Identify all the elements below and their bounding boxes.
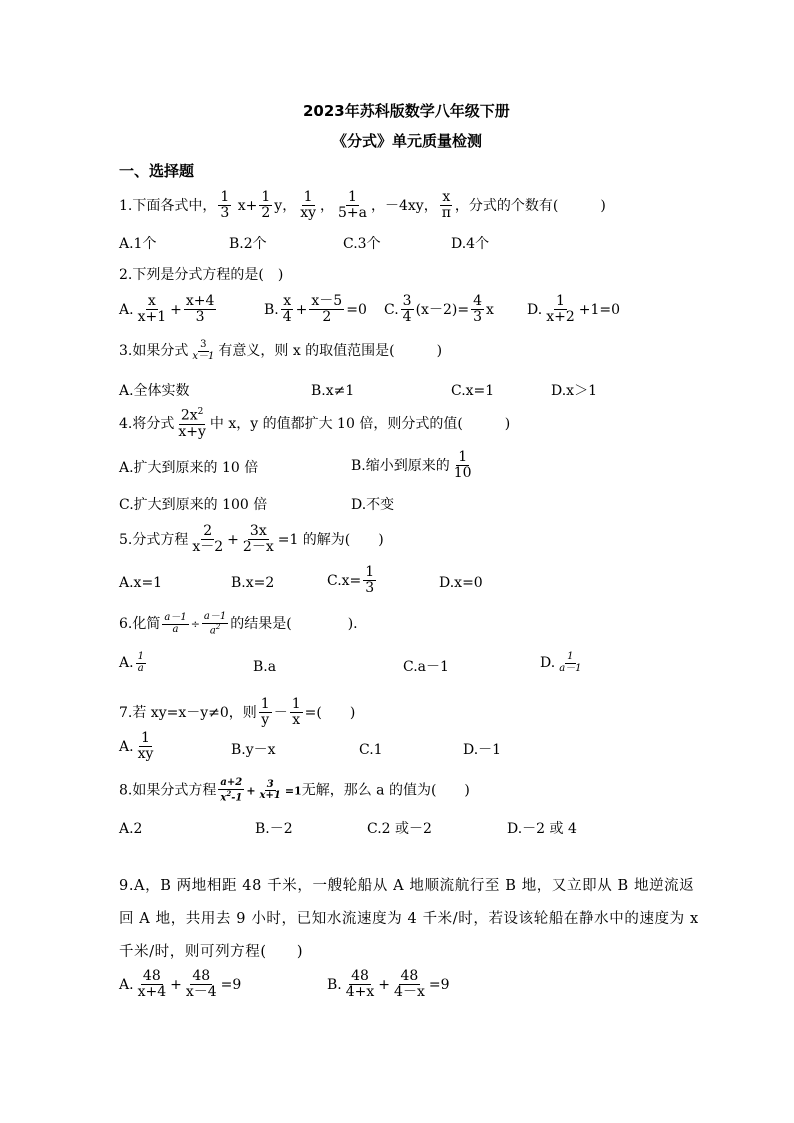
q4-suffix: 中 x，y 的值都扩大 10 倍，则分式的值( ) <box>209 416 511 433</box>
q8-prefix: 8.如果分式方程 <box>119 782 217 799</box>
q5-option-d: D.x=0 <box>439 575 483 591</box>
q9-a-label: A. <box>119 976 134 993</box>
q9-a-frac-2-num: 48 <box>192 968 211 984</box>
q9-b-frac-1-den: 4+x <box>345 984 375 1001</box>
q7-a-label: A. <box>119 738 134 755</box>
question-3 <box>119 340 442 362</box>
q4-option-b <box>351 450 476 482</box>
q3-option-b: B.x≠1 <box>311 383 355 399</box>
q2-a-frac-1-num: x <box>147 293 156 309</box>
q9-b-tail: =9 <box>428 976 450 993</box>
q9-b-frac-2-num: 48 <box>400 968 419 984</box>
q1-frac-4 <box>336 190 369 222</box>
q1-suffix: ，分式的个数有( ) <box>454 197 606 214</box>
q1-frac-5 <box>440 190 453 222</box>
q1-option-a: A.1个 <box>119 236 157 252</box>
document-subtitle: 《分式》单元质量检测 <box>332 132 483 150</box>
q6-a-frac <box>136 652 146 674</box>
q7-option-d: D.－1 <box>463 742 502 758</box>
q4-b-frac <box>452 450 474 482</box>
q2-b-tail: =0 <box>346 301 367 318</box>
q8-frac-2-den: x+1 <box>259 790 281 802</box>
q9-option-a <box>119 969 241 1001</box>
q1-option-d: D.4个 <box>451 236 490 252</box>
q4-option-c: C.扩大到原来的 100 倍 <box>119 497 268 513</box>
q3-prefix: 3.如果分式 <box>119 343 189 359</box>
q4-option-d: D.不变 <box>351 497 395 513</box>
q9-a-frac-1-num: 48 <box>142 968 161 984</box>
q5-option-a: A.x=1 <box>119 575 163 591</box>
q5-c-frac-den: 3 <box>365 580 375 597</box>
q9-b-frac-2 <box>392 969 427 1001</box>
q5-option-b: B.x=2 <box>231 575 275 591</box>
q1-text-2: y， <box>274 197 297 214</box>
q2-c-frac-1 <box>401 294 414 326</box>
q7-a-frac-num: 1 <box>141 730 150 746</box>
q2-b-frac-1 <box>281 294 294 326</box>
q6-frac-2 <box>202 612 228 636</box>
section-heading: 一、选择题 <box>119 162 195 180</box>
q6-d-frac-num: 1 <box>567 651 574 662</box>
q8-option-d: D.－2 或 4 <box>507 821 577 837</box>
q2-b-frac-2-num: x－5 <box>311 293 343 309</box>
q2-a-frac-1-den: x+1 <box>137 309 167 326</box>
q7-frac-2-den: x <box>292 712 301 729</box>
q4-frac <box>176 408 208 440</box>
q9-b-frac-1 <box>344 969 377 1001</box>
q8-frac-1-den-base: x <box>220 791 227 803</box>
q9-a-frac-2 <box>184 969 219 1001</box>
q6-frac-1-den: a <box>172 623 179 635</box>
q4-b-prefix: B.缩小到原来的 <box>351 457 450 474</box>
q8-frac-1-num: a+2 <box>220 777 243 788</box>
q9-a-op: + <box>170 976 182 993</box>
q1-text-1: x+ <box>233 197 258 214</box>
q7-a-frac <box>136 731 156 763</box>
q6-d-label: D. <box>540 655 556 671</box>
q7-frac-2-num: 1 <box>291 696 301 712</box>
q7-a-frac-den: xy <box>137 746 154 763</box>
q6-a-frac-num: 1 <box>137 651 144 662</box>
q1-frac-2 <box>259 190 272 222</box>
q1-frac-1 <box>218 190 231 222</box>
q2-c-frac-1-den: 4 <box>402 309 412 326</box>
q3-frac-den: x－1 <box>192 350 215 362</box>
q2-b-op: + <box>295 301 308 318</box>
q2-option-b <box>264 294 367 326</box>
q6-frac-2-den <box>208 624 222 637</box>
question-9: 9.A，B 两地相距 48 千米，一艘轮船从 A 地顺流航行至 B 地，又立即从 B 地逆流返回 A 地，共用去 9 小时，已知水流速度为 4 千米/时，若设该轮船在静水中的速度为 x 千米/时，则可列方程( ) <box>119 878 699 960</box>
q2-a-frac-1 <box>136 294 169 326</box>
q2-d-frac-1-num: 1 <box>556 293 565 309</box>
q7-option-c: C.1 <box>359 742 383 758</box>
q7-frac-1 <box>259 697 272 729</box>
q1-prefix: 1.下面各式中， <box>119 197 217 214</box>
q5-c-frac <box>363 565 376 597</box>
q6-frac-1 <box>162 613 188 635</box>
q2-a-frac-2-num: x+4 <box>185 293 215 309</box>
q6-option-a <box>119 652 148 674</box>
q5-suffix: =1 的解为( ) <box>277 531 384 548</box>
question-8 <box>119 778 470 803</box>
q4-b-frac-den: 10 <box>453 465 472 482</box>
q7-frac-1-den: y <box>261 712 270 729</box>
q2-c-frac-2 <box>471 294 484 326</box>
q1-frac-3 <box>298 190 318 222</box>
q5-frac-2 <box>241 524 276 556</box>
question-4 <box>119 408 510 440</box>
q2-d-tail: +1=0 <box>578 301 621 318</box>
q9-a-tail: =9 <box>220 976 242 993</box>
q6-frac-2-num: a－1 <box>203 611 227 622</box>
q3-option-d: D.x＞1 <box>551 383 597 399</box>
q9-a-frac-1 <box>136 969 169 1001</box>
q6-frac-1-num: a－1 <box>164 612 187 624</box>
question-1 <box>119 190 606 222</box>
q5-frac-2-num: 3x <box>249 523 267 539</box>
q3-option-c: C.x=1 <box>451 383 495 399</box>
q9-a-frac-1-den: x+4 <box>137 984 167 1001</box>
question-2: 2.下列是分式方程的是( ) <box>119 267 284 283</box>
q9-b-label: B. <box>327 976 342 993</box>
q5-prefix: 5.分式方程 <box>119 531 189 548</box>
q6-op: ÷ <box>190 618 200 632</box>
q2-b-frac-1-num: x <box>283 293 292 309</box>
q9-b-frac-1-num: 48 <box>351 968 369 984</box>
q3-option-a: A.全体实数 <box>119 383 190 399</box>
q6-d-frac <box>557 652 583 674</box>
q6-frac-2-den-base: a <box>209 624 216 636</box>
q2-a-frac-2 <box>184 294 217 326</box>
q7-frac-1-num: 1 <box>260 696 270 712</box>
q6-option-d <box>540 652 586 674</box>
q1-option-b: B.2个 <box>229 236 267 252</box>
q2-c-frac-2-den: 3 <box>473 309 482 326</box>
q2-c-mid: (x－2)= <box>415 301 470 318</box>
q3-frac-num: 3 <box>200 339 207 350</box>
q3-suffix: 有意义，则 x 的取值范围是( ) <box>218 343 443 359</box>
q6-suffix: 的结果是( ). <box>230 616 358 633</box>
q8-option-a: A.2 <box>119 821 143 837</box>
q2-c-label: C. <box>384 301 399 318</box>
q7-op: － <box>273 704 288 721</box>
q4-frac-num <box>179 408 206 425</box>
q8-option-b: B.－2 <box>255 821 293 837</box>
q7-option-a <box>119 731 157 763</box>
q2-c-tail: x <box>485 301 494 318</box>
q1-text-4: ，－4xy， <box>371 197 438 214</box>
q1-frac-5-den: π <box>441 205 451 222</box>
q8-frac-2-num: 3 <box>266 778 274 790</box>
q4-frac-num-exp: 2 <box>197 407 204 417</box>
q6-frac-2-den-exp: 2 <box>215 622 221 631</box>
q2-option-d <box>527 294 620 326</box>
q2-d-frac-1 <box>544 294 577 326</box>
q8-suffix: 无解，那么 a 的值为( ) <box>301 782 470 799</box>
q5-frac-1-den: x－2 <box>192 539 224 556</box>
question-6 <box>119 612 358 636</box>
q8-frac-1-den <box>218 790 244 804</box>
q5-frac-1 <box>190 524 225 556</box>
q5-frac-2-den: 2－x <box>242 539 274 556</box>
q8-option-c: C.2 或－2 <box>367 821 432 837</box>
q3-frac <box>190 340 216 362</box>
q4-option-a: A.扩大到原来的 10 倍 <box>119 460 259 476</box>
q2-b-label: B. <box>264 301 279 318</box>
q2-a-op: + <box>170 301 182 318</box>
q7-frac-2 <box>290 697 303 729</box>
q1-frac-5-num: x <box>442 189 451 205</box>
q4-frac-num-base: 2x <box>180 407 198 424</box>
q1-text-3: ， <box>320 197 335 214</box>
q8-frac-1 <box>218 778 244 803</box>
q5-c-prefix: C.x= <box>327 572 362 589</box>
q1-frac-1-num: 1 <box>220 189 230 205</box>
q1-frac-4-den: 5+a <box>338 205 367 222</box>
q1-frac-2-den: 2 <box>261 205 271 222</box>
q2-a-label: A. <box>119 301 134 318</box>
q4-prefix: 4.将分式 <box>119 416 175 433</box>
question-5 <box>119 524 384 556</box>
q1-frac-3-den: xy <box>300 205 317 222</box>
q7-prefix: 7.若 xy=x－y≠0，则 <box>119 704 257 721</box>
question-7 <box>119 697 355 729</box>
q5-frac-1-num: 2 <box>203 523 213 539</box>
q7-option-b: B.y－x <box>231 742 276 758</box>
q8-eq: =1 <box>284 784 302 798</box>
q2-b-frac-1-den: 4 <box>282 309 292 326</box>
q5-c-frac-num: 1 <box>365 564 375 580</box>
q2-c-frac-1-num: 3 <box>402 293 412 309</box>
q9-a-frac-2-den: x－4 <box>185 984 217 1001</box>
q7-suffix: =( ) <box>304 704 356 721</box>
q6-a-frac-den: a <box>137 662 144 674</box>
q2-d-frac-1-den: x+2 <box>546 309 575 326</box>
q2-option-a <box>119 294 218 326</box>
q8-op: + <box>246 784 256 798</box>
document-title: 2023年苏科版数学八年级下册 <box>303 102 510 120</box>
q1-frac-2-num: 1 <box>261 189 271 205</box>
q6-option-c: C.a－1 <box>403 659 449 675</box>
q4-b-frac-num: 1 <box>458 449 468 465</box>
q2-d-label: D. <box>527 301 543 318</box>
q9-b-op: + <box>378 976 391 993</box>
q5-op: + <box>227 531 239 548</box>
q8-frac-1-den-exp: 2 <box>226 788 232 798</box>
q9-option-b <box>327 969 449 1001</box>
q4-frac-den: x+y <box>178 424 206 441</box>
q1-option-c: C.3个 <box>343 236 381 252</box>
q2-c-frac-2-num: 4 <box>473 293 482 309</box>
q2-option-c <box>384 294 494 326</box>
q6-prefix: 6.化简 <box>119 616 161 633</box>
q8-frac-2 <box>258 780 283 802</box>
q6-a-label: A. <box>119 655 134 671</box>
q2-b-frac-2-den: 2 <box>322 309 332 326</box>
q1-frac-4-num: 1 <box>348 189 357 205</box>
q6-option-b: B.a <box>253 659 277 675</box>
q9-b-frac-2-den: 4－x <box>394 984 425 1001</box>
q2-b-frac-2 <box>309 294 344 326</box>
q1-frac-1-den: 3 <box>220 205 230 222</box>
q5-option-c <box>327 565 378 597</box>
q2-a-frac-2-den: 3 <box>195 309 205 326</box>
q8-frac-1-den-tail: -1 <box>231 791 243 803</box>
q6-d-frac-den: a－1 <box>559 662 582 674</box>
q1-frac-3-num: 1 <box>303 189 313 205</box>
